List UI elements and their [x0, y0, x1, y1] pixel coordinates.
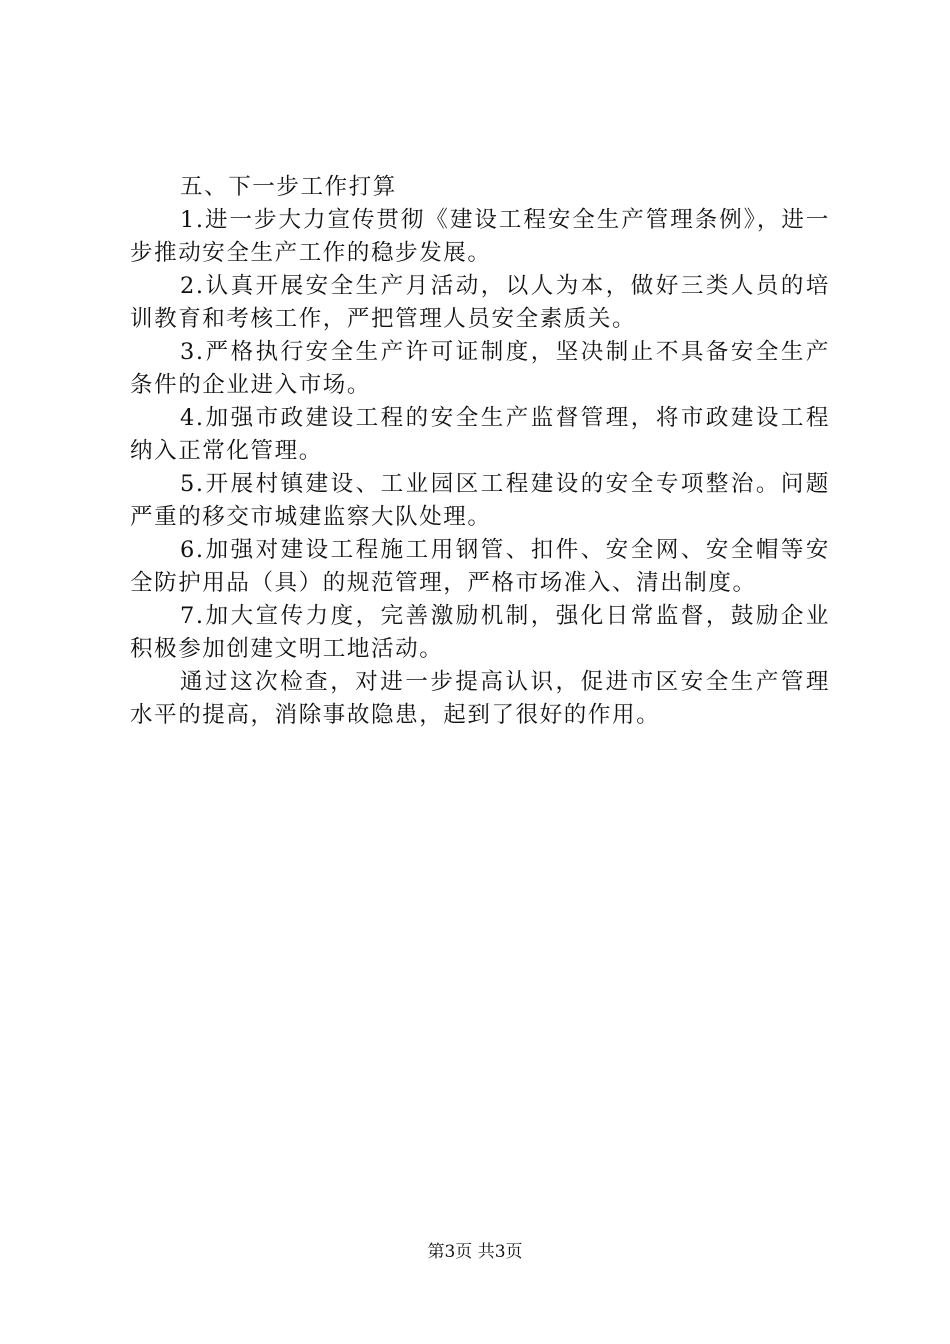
paragraph-item-1: 1.进一步大力宣传贯彻《建设工程安全生产管理条例》，进一步推动安全生产工作的稳步发展。 — [130, 207, 830, 266]
paragraph-item-7: 7.加大宣传力度，完善激励机制，强化日常监督，鼓励企业积极参加创建文明工地活动。 — [130, 603, 830, 662]
paragraph-item-3: 3.严格执行安全生产许可证制度，坚决制止不具备安全生产条件的企业进入市场。 — [130, 339, 830, 398]
paragraph-item-6: 6.加强对建设工程施工用钢管、扣件、安全网、安全帽等安全防护用品（具）的规范管理，严格市场准入、清出制度。 — [130, 537, 830, 596]
paragraph-item-2: 2.认真开展安全生产月活动，以人为本，做好三类人员的培训教育和考核工作，严把管理人员安全素质关。 — [130, 273, 830, 332]
document-body — [130, 171, 830, 732]
concluding-paragraph: 通过这次检查，对进一步提高认识，促进市区安全生产管理水平的提高，消除事故隐患，起到了很好的作用。 — [130, 669, 830, 728]
paragraph-item-5: 5.开展村镇建设、工业园区工程建设的安全专项整治。问题严重的移交市城建监察大队处理。 — [130, 471, 830, 530]
paragraph-item-4: 4.加强市政建设工程的安全生产监督管理，将市政建设工程纳入正常化管理。 — [130, 405, 830, 464]
page-number-footer: 第3页 共3页 — [427, 1242, 523, 1262]
section-heading: 五、下一步工作打算 — [180, 174, 397, 200]
